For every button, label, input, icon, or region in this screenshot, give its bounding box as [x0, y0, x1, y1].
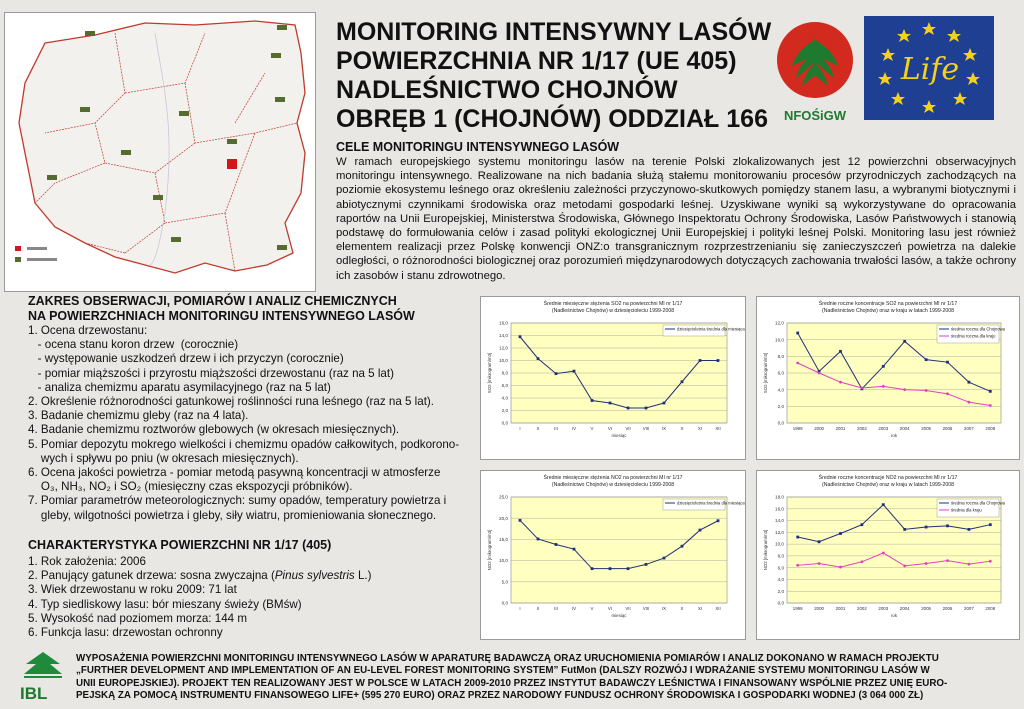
- data-point: [946, 361, 949, 364]
- data-point: [717, 519, 720, 522]
- charakt-item: 6. Funkcja lasu: drzewostan ochronny: [28, 626, 223, 640]
- x-tick-label: VII: [625, 606, 631, 611]
- footer-line-4: PEJSKĄ ZA POMOCĄ INSTRUMENTU FINANSOWEGO LIFE+ (595 270 EURO) ORAZ PRZEZ NARODOWY FUNDUSZ OCHRONY ŚRODOWISKA I GOSPODARKI WODNEJ (3 064 000 ZŁ): [76, 689, 924, 701]
- zakres-item: 4. Badanie chemizmu roztworów glebowych (w okresach miesięcznych).: [28, 423, 400, 437]
- y-tick-label: 20,0: [499, 515, 508, 521]
- y-tick-label: 10,0: [499, 358, 508, 364]
- charakt-species-prefix: 2. Panujący gatunek drzewa: sosna zwyczajna (: [28, 569, 275, 583]
- x-tick-label: IV: [571, 606, 577, 611]
- y-tick-label: 4,0: [777, 577, 784, 583]
- ibl-logo: [20, 650, 66, 703]
- zakres-item: - ocena stanu koron drzew (corocznie): [28, 338, 239, 352]
- zakres-item: 7. Pomiar parametrów meteorologicznych: sumy opadów, temperatury powietrza i: [28, 494, 447, 508]
- y-axis-label: SO2 [mikrogram/m3]: [763, 352, 768, 394]
- ibl-tree-icon: [20, 650, 66, 680]
- data-point: [609, 402, 612, 405]
- zakres-item: gleby, wilgotności powietrza i gleby, siły wiatru, promieniowania słonecznego.: [28, 508, 437, 522]
- zakres-item: 1. Ocena drzewostanu:: [28, 324, 148, 337]
- x-axis-label: miesiąc: [611, 613, 627, 618]
- chart-title: Średnie miesięczne stężenia NO2 na powierzchni MI nr 1/17: [543, 475, 683, 481]
- y-tick-label: 0,0: [501, 600, 508, 606]
- x-tick-label: 2008: [985, 606, 996, 611]
- y-tick-label: 6,0: [777, 565, 784, 571]
- x-tick-label: XII: [715, 606, 721, 611]
- footer-line-1: WYPOSAŻENIA POWIERZCHNI MONITORINGU INTENSYWNEGO LASÓW W APARATURĘ BADAWCZĄ ORAZ URUCHOMIENIA POMIARÓW I ANALIZ DOKONANO W RAMACH PROJEKTU: [76, 653, 939, 664]
- footer-text: [76, 653, 1006, 702]
- data-point: [903, 528, 906, 531]
- chart-so2-yearly: [756, 296, 1020, 460]
- data-point: [861, 387, 864, 390]
- data-point: [968, 401, 971, 404]
- x-tick-label: 2001: [835, 606, 846, 611]
- charakt-item-species: [28, 569, 478, 583]
- data-point: [839, 350, 842, 353]
- data-point: [519, 519, 522, 522]
- x-tick-label: XII: [715, 426, 721, 431]
- x-tick-label: IV: [571, 426, 577, 431]
- chart-no2-monthly-svg: [481, 471, 745, 639]
- zakres-item: O₃, NH₃, NO₂ i SO₂ (miesięczny czas ekspozycji próbników).: [28, 480, 353, 494]
- footer-line-3: UNII EUROPEJSKIEJ). PROJEKT TEN REALIZOWANY JEST W POLSCE W LATACH 2009-2010 PRZEZ INSTYTUT BADAWCZY LEŚNICTWA I FINANSOWANY WSPÓLNIE PRZEZ UNIĘ EURO-: [76, 677, 948, 689]
- y-tick-label: 5,0: [501, 579, 508, 585]
- data-point: [717, 359, 720, 362]
- x-tick-label: III: [554, 606, 558, 611]
- poland-outline: [19, 21, 305, 273]
- y-tick-label: 2,0: [777, 588, 784, 594]
- x-tick-label: 2006: [942, 426, 953, 431]
- chart-no2-yearly-svg: [757, 471, 1019, 639]
- y-tick-label: 6,0: [501, 383, 508, 389]
- x-tick-label: II: [536, 426, 540, 431]
- data-point: [839, 566, 842, 569]
- x-tick-label: V: [590, 606, 594, 611]
- data-point: [627, 407, 630, 410]
- y-tick-label: 12,0: [775, 320, 784, 326]
- y-axis-label: SO2 [mikrogram/m3]: [487, 352, 492, 394]
- data-point: [968, 381, 971, 384]
- footer-line-2: „FURTHER DEVELOPMENT AND IMPLEMENTATION OF AN EU-LEVEL FOREST MONITORING SYSTEM” FutMon (DALSZY ROZWÓJ I WDRAŻANIE SYSTEMU MONITORINGU LASÓW W: [76, 665, 930, 677]
- chart-subtitle: (Nadleśnictwo Chojnów) w dziesięcioleciu 1999-2008: [551, 308, 675, 314]
- zakres-item: 2. Określenie różnorodności gatunkowej roślinności runa leśnego (raz na 5 lat).: [28, 395, 434, 409]
- y-tick-label: 10,0: [775, 541, 784, 547]
- data-point: [537, 538, 540, 541]
- y-tick-label: 16,0: [775, 506, 784, 512]
- nfosigw-label: NFOŚiGW: [783, 108, 847, 123]
- charakt-item: 4. Typ siedliskowy lasu: bór mieszany świeży (BMśw): [28, 597, 302, 611]
- data-point: [645, 563, 648, 566]
- data-point: [573, 370, 576, 373]
- legend-label: średnia dla kraju: [951, 507, 982, 513]
- y-tick-label: 4,0: [777, 387, 784, 393]
- chart-so2-monthly: [480, 296, 746, 460]
- data-point: [627, 567, 630, 570]
- data-point: [796, 564, 799, 567]
- data-point: [591, 399, 594, 402]
- x-axis-label: rok: [890, 613, 898, 618]
- data-point: [699, 529, 702, 532]
- x-tick-label: I: [519, 426, 521, 431]
- data-point: [903, 565, 906, 568]
- data-point: [537, 357, 540, 360]
- data-point: [839, 381, 842, 384]
- data-point: [882, 385, 885, 388]
- data-point: [818, 372, 821, 375]
- y-tick-label: 16,0: [499, 320, 508, 326]
- data-point: [882, 552, 885, 555]
- x-tick-label: V: [590, 426, 594, 431]
- data-point: [645, 407, 648, 410]
- chart-title: Średnie miesięczne stężenia SO2 na powierzchni MI nr 1/17: [543, 301, 683, 307]
- y-axis-label: NO2 [mikrogram/m3]: [487, 529, 492, 571]
- legend-label: średnia roczna dla Chojnowa: [951, 326, 1006, 332]
- x-tick-label: X: [680, 426, 684, 431]
- y-tick-label: 8,0: [777, 553, 784, 559]
- data-point: [796, 536, 799, 539]
- life-logo: [864, 16, 994, 120]
- zakres-item: wych i spływu po pniu (w okresach miesięcznych).: [28, 451, 299, 465]
- zakres-list: [28, 324, 478, 523]
- zakres-item: 5. Pomiar depozytu mokrego wielkości i chemizmu opadów całkowitych, podkorono-: [28, 437, 460, 451]
- x-tick-label: 2004: [899, 426, 910, 431]
- charakt-heading: CHARAKTERYSTYKA POWIERZCHNI NR 1/17 (405): [28, 538, 332, 552]
- data-point: [925, 562, 928, 565]
- title-line-1: MONITORING INTENSYWNY LASÓW: [336, 18, 772, 46]
- x-tick-label: 2003: [878, 426, 889, 431]
- chart-subtitle: (Nadleśnictwo Chojnów) oraz w kraju w latach 1999-2008: [821, 308, 955, 314]
- x-tick-label: VII: [625, 426, 631, 431]
- data-point: [989, 523, 992, 526]
- x-tick-label: 1999: [792, 606, 803, 611]
- y-tick-label: 12,0: [499, 345, 508, 351]
- x-tick-label: 2001: [835, 426, 846, 431]
- data-point: [555, 372, 558, 375]
- title-line-3: NADLEŚNICTWO CHOJNÓW: [336, 76, 678, 104]
- zakres-item: - pomiar miąższości i przyrostu miąższości drzewostanu (raz na 5 lat): [28, 366, 394, 380]
- y-tick-label: 2,0: [777, 403, 784, 409]
- x-tick-label: 2008: [985, 426, 996, 431]
- data-point: [989, 560, 992, 563]
- data-point: [818, 562, 821, 565]
- zakres-heading-2: NA POWIERZCHNIACH MONITORINGU INTENSYWNEGO LASÓW: [28, 309, 415, 323]
- x-tick-label: 2007: [964, 426, 974, 431]
- data-point: [573, 548, 576, 551]
- x-tick-label: 2003: [878, 606, 889, 611]
- x-tick-label: 2002: [857, 426, 867, 431]
- legend-label: dziesięcioletnia średnia dla miesiąca: [677, 500, 745, 506]
- nfosigw-logo: [774, 16, 856, 130]
- data-point: [519, 335, 522, 338]
- chart-subtitle: (Nadleśnictwo Chojnów) oraz w kraju w latach 1999-2008: [821, 482, 955, 488]
- data-point: [968, 563, 971, 566]
- data-point: [796, 362, 799, 365]
- x-tick-label: VIII: [642, 426, 650, 431]
- charakt-species-suffix: L.): [354, 569, 372, 583]
- zakres-item: 3. Badanie chemizmu gleby (raz na 4 lata).: [28, 409, 249, 423]
- data-point: [946, 524, 949, 527]
- y-tick-label: 14,0: [775, 518, 784, 524]
- y-tick-label: 25,0: [499, 494, 508, 500]
- y-tick-label: 6,0: [777, 370, 784, 376]
- x-tick-label: 2005: [921, 426, 931, 431]
- x-tick-label: 2005: [921, 606, 931, 611]
- zakres-item: - występowanie uszkodzeń drzew i ich przyczyn (corocznie): [28, 352, 344, 366]
- title-line-2: POWIERZCHNIA NR 1/17 (UE 405): [336, 47, 737, 75]
- x-tick-label: IX: [661, 426, 667, 431]
- data-point: [663, 557, 666, 560]
- y-tick-label: 2,0: [501, 408, 508, 414]
- data-point: [681, 545, 684, 548]
- y-tick-label: 10,0: [499, 558, 508, 564]
- zakres-section: [28, 294, 478, 523]
- y-tick-label: 8,0: [777, 353, 784, 359]
- y-tick-label: 0,0: [777, 600, 784, 606]
- chart-no2-yearly: [756, 470, 1020, 640]
- charakt-item: 3. Wiek drzewostanu w roku 2009: 71 lat: [28, 583, 237, 597]
- data-point: [818, 540, 821, 543]
- chart-so2-monthly-svg: [481, 297, 745, 459]
- zakres-item: - analiza chemizmu aparatu asymilacyjnego (raz na 5 lat): [28, 380, 331, 394]
- title-line-4: OBRĘB 1 (CHOJNÓW) ODDZIAŁ 166: [336, 105, 768, 133]
- x-tick-label: VI: [607, 426, 613, 431]
- data-point: [699, 359, 702, 362]
- zakres-heading-1: ZAKRES OBSERWACJI, POMIARÓW I ANALIZ CHEMICZNYCH: [28, 294, 397, 308]
- data-point: [989, 390, 992, 393]
- chart-no2-monthly: [480, 470, 746, 640]
- x-tick-label: II: [536, 606, 540, 611]
- data-point: [861, 523, 864, 526]
- charakt-list: [28, 555, 478, 640]
- legend-label: dziesięcioletnia średnia dla miesiąca: [677, 326, 745, 332]
- data-point: [839, 532, 842, 535]
- y-tick-label: 4,0: [501, 395, 508, 401]
- cele-heading: CELE MONITORINGU INTENSYWNEGO LASÓW: [336, 140, 620, 154]
- data-point: [925, 526, 928, 529]
- y-tick-label: 10,0: [775, 337, 784, 343]
- chart-title: Średnie roczne koncentracje NO2 na powierzchni MI nr 1/17: [818, 475, 958, 481]
- x-tick-label: 2006: [942, 606, 953, 611]
- x-tick-label: 2007: [964, 606, 974, 611]
- species-latin: Pinus sylvestris: [274, 569, 355, 583]
- y-tick-label: 8,0: [501, 370, 508, 376]
- chart-so2-yearly-svg: [757, 297, 1019, 459]
- data-point: [555, 543, 558, 546]
- y-tick-label: 14,0: [499, 333, 508, 339]
- data-point: [591, 567, 594, 570]
- y-tick-label: 15,0: [499, 537, 508, 542]
- data-point: [989, 404, 992, 407]
- legend-label: średnia roczna dla Chojnowa: [951, 500, 1006, 506]
- charakt-item: 5. Wysokość nad poziomem morza: 144 m: [28, 611, 247, 625]
- x-axis-label: rok: [890, 433, 898, 438]
- legend-label: średnia roczna dla kraju: [951, 333, 996, 339]
- x-axis-label: miesiąc: [611, 433, 627, 438]
- chojnow-marker: [227, 159, 237, 169]
- chart-title: Średnie roczne koncentracje SO2 na powierzchni MI nr 1/17: [818, 301, 958, 307]
- data-point: [946, 392, 949, 395]
- life-label: Life: [900, 52, 960, 87]
- map-svg: [5, 13, 315, 291]
- x-tick-label: I: [519, 606, 521, 611]
- data-point: [681, 380, 684, 383]
- data-point: [903, 340, 906, 343]
- x-tick-label: 2002: [857, 606, 867, 611]
- zakres-item: 6. Ocena jakości powietrza - pomiar metodą pasywną koncentracji w atmosferze: [28, 466, 441, 480]
- y-axis-label: NO2 [mikrogram/m3]: [763, 529, 768, 571]
- data-point: [903, 388, 906, 391]
- x-tick-label: XI: [697, 606, 703, 611]
- x-tick-label: IX: [661, 606, 667, 611]
- ibl-label: IBL: [20, 684, 48, 703]
- charakt-section: [28, 538, 478, 640]
- x-tick-label: 2000: [814, 426, 824, 431]
- data-point: [796, 332, 799, 335]
- data-point: [925, 358, 928, 361]
- plot-area: [511, 497, 727, 603]
- x-tick-label: III: [554, 426, 558, 431]
- charakt-item: 1. Rok założenia: 2006: [28, 555, 146, 568]
- x-tick-label: X: [680, 606, 684, 611]
- y-tick-label: 18,0: [775, 494, 784, 500]
- chart-subtitle: (Nadleśnictwo Chojnów) w dziesięcioleciu 1999-2008: [551, 482, 675, 488]
- data-point: [968, 528, 971, 531]
- y-tick-label: 0,0: [501, 420, 508, 426]
- cele-text: W ramach europejskiego systemu monitoringu lasów na terenie Polski zlokalizowanych jest 12 powierzchni obserwacyjnych monitoringu intensywnego. Realizowane na nich badania służą stałemu monitorowaniu procesów przyrodniczych zachodzących na poziomie ekosystemu leśnego oraz określeniu zależności przyczynowo-skutkowych pomiędzy stanem lasu, a wybranymi biotycznymi i abiotycznymi czynnikami środowiska oraz metodami gospodarki leśnej. Uzyskiwane wyniki są wykorzystywane do opracowania raportów na Unii Europejskiej, Ministerstwa Środowiska, Głównego Inspektoratu Ochrony Środowiska, Lasów Państwowych i stanowią podstawę do formułowania celów i zasad polityki ekologicznej Unii Europejskiej i polityki leśnej Polski. Monitoring lasu jest również elementem realizacji przez Polskę konwencji ONZ:o transgranicznym rozprzestrzenianiu się zanieczyszczeń powietrza na dalekie odległości, o różnorodności biologicznej oraz porozumień międzynarodowych dotyczących zachowania trwałości lasów, a także ochrony ich zasobów i stanu zdrowotnego.: [336, 156, 1016, 282]
- x-tick-label: 1999: [792, 426, 803, 431]
- data-point: [882, 365, 885, 368]
- data-point: [609, 567, 612, 570]
- data-point: [663, 402, 666, 405]
- data-point: [861, 560, 864, 563]
- x-tick-label: VIII: [642, 606, 650, 611]
- x-tick-label: 2004: [899, 606, 910, 611]
- poland-map: [4, 12, 316, 292]
- x-tick-label: XI: [697, 426, 703, 431]
- x-tick-label: VI: [607, 606, 613, 611]
- data-point: [882, 503, 885, 506]
- data-point: [946, 559, 949, 562]
- x-tick-label: 2000: [814, 606, 824, 611]
- data-point: [925, 389, 928, 392]
- y-tick-label: 12,0: [775, 529, 784, 535]
- poster-title: [336, 18, 772, 134]
- y-tick-label: 0,0: [777, 420, 784, 426]
